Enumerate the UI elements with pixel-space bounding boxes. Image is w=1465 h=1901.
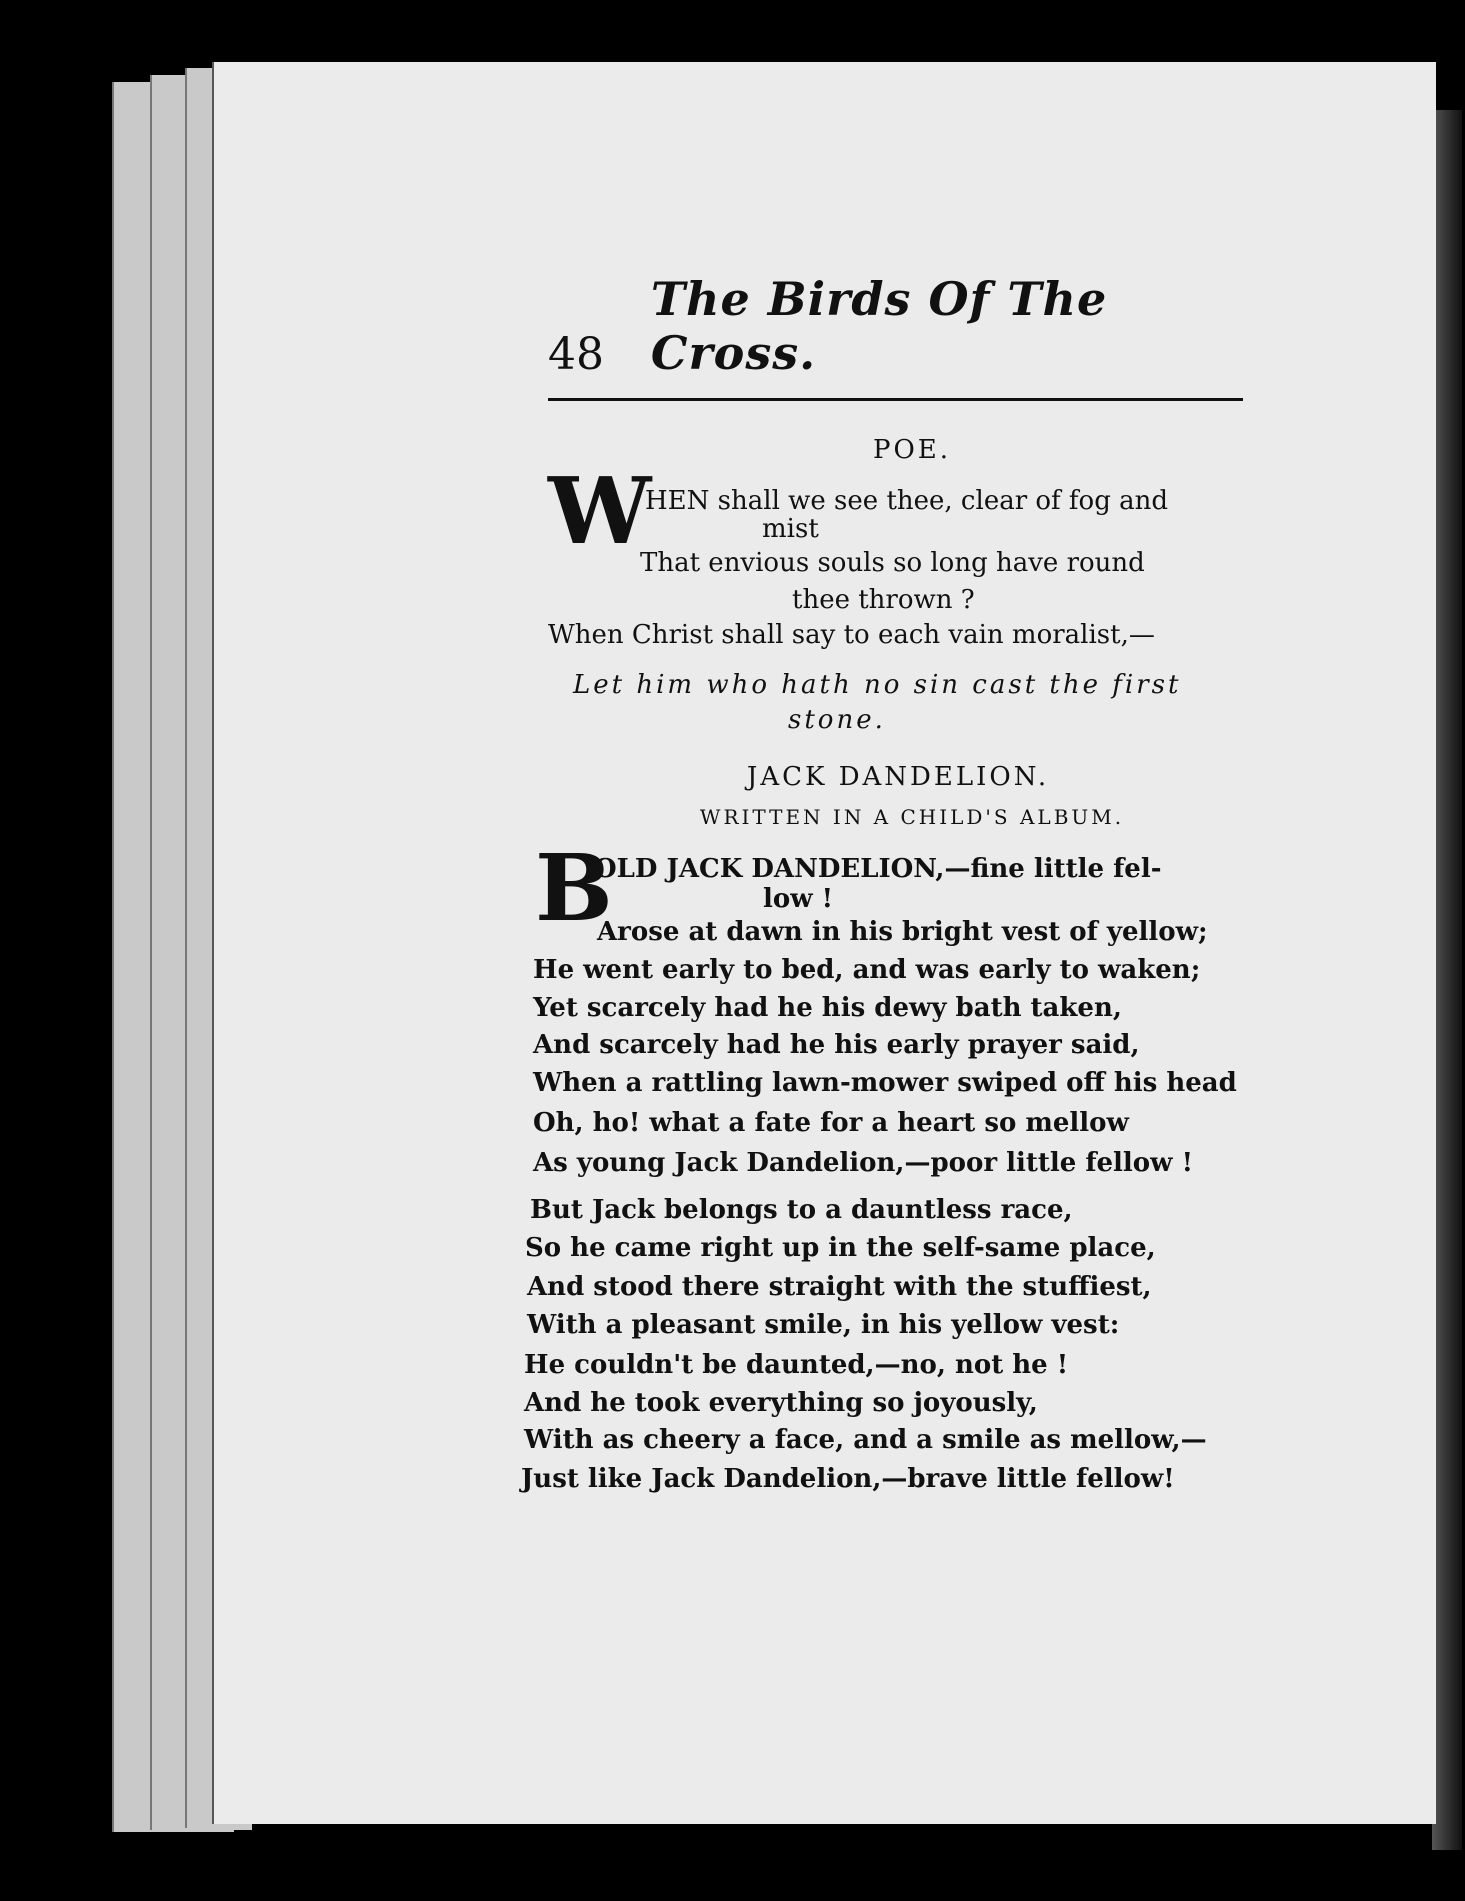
- poem-line: Yet scarcely had he his dewy bath taken,: [533, 993, 1122, 1023]
- poem-line: Oh, ho! what a fate for a heart so mellow: [533, 1108, 1129, 1138]
- poem-title: POE.: [872, 435, 952, 465]
- poem-line: He couldn't be daunted,—no, not he !: [524, 1350, 1069, 1380]
- poem-line: Just like Jack Dandelion,—brave little fellow!: [521, 1464, 1175, 1494]
- poem-line: When Christ shall say to each vain moralist,—: [548, 620, 1155, 650]
- dropcap: B: [535, 834, 613, 942]
- header-rule: [548, 398, 1243, 401]
- page-header: [548, 272, 1248, 380]
- poem-line: mist: [762, 514, 819, 544]
- poem-line: HEN shall we see thee, clear of fog and: [645, 486, 1169, 516]
- poem-line: As young Jack Dandelion,—poor little fellow !: [533, 1148, 1193, 1178]
- poem-line: thee thrown ?: [792, 585, 975, 615]
- poem-line: When a rattling lawn-mower swiped off his head: [533, 1068, 1237, 1098]
- poem-line: He went early to bed, and was early to waken;: [533, 955, 1201, 985]
- poem-line: That envious souls so long have round: [640, 548, 1145, 578]
- running-title: The Birds Of The Cross.: [650, 272, 1108, 380]
- poem-line: With a pleasant smile, in his yellow vest:: [527, 1310, 1120, 1340]
- page-number: 48: [548, 329, 604, 380]
- poem-title: JACK DANDELION.: [746, 762, 1050, 792]
- poem-line: With as cheery a face, and a smile as mellow,—: [524, 1425, 1207, 1455]
- spine-shadow: [1432, 110, 1462, 1850]
- poem-subtitle: WRITTEN IN A CHILD'S ALBUM.: [699, 805, 1125, 829]
- poem-line: And scarcely had he his early prayer said,: [533, 1030, 1140, 1060]
- poem-line: stone.: [788, 705, 886, 735]
- poem-line: And he took everything so joyously,: [524, 1388, 1038, 1418]
- poem-line: So he came right up in the self-same place,: [525, 1233, 1156, 1263]
- poem-line: But Jack belongs to a dauntless race,: [530, 1195, 1073, 1225]
- poem-line: And stood there straight with the stuffiest,: [527, 1272, 1152, 1302]
- poem-line: OLD JACK DANDELION,—fine little fel-: [594, 854, 1162, 884]
- poem-line: Let him who hath no sin cast the first: [573, 670, 1182, 700]
- poem-line: low !: [763, 884, 834, 914]
- dropcap: W: [548, 457, 652, 565]
- poem-line: Arose at dawn in his bright vest of yellow;: [597, 917, 1208, 947]
